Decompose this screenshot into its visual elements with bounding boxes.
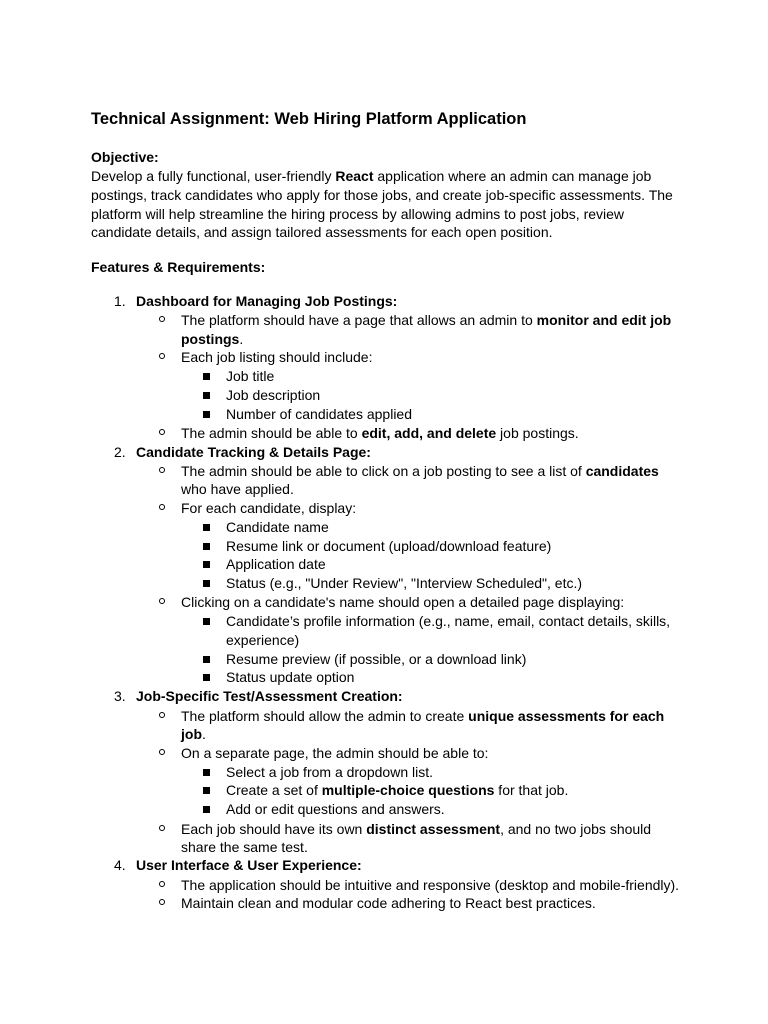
- s2-subitem-4: Status (e.g., "Under Review", "Interview Scheduled", etc.): [226, 575, 583, 591]
- square-bullet-icon: [203, 392, 210, 399]
- square-bullet-icon: [203, 769, 210, 776]
- s2-subitem-6: Resume preview (if possible, or a download link): [226, 651, 527, 667]
- square-bullet-icon: [203, 674, 210, 681]
- s3-bullet-3: Each job should have its own distinct assessment, and no two jobs should: [181, 821, 652, 837]
- s1-bullet-1: The platform should have a page that allows an admin to monitor and edit job: [181, 312, 672, 328]
- hollow-bullet-icon: [159, 825, 165, 831]
- s2-subitem-5: Candidate’s profile information (e.g., name, email, contact details, skills,: [226, 613, 671, 629]
- square-bullet-icon: [203, 543, 210, 550]
- square-bullet-icon: [203, 656, 210, 663]
- objective-heading: Objective:: [91, 149, 159, 165]
- document-title: Technical Assignment: Web Hiring Platform Application: [91, 110, 527, 128]
- s1-bullet-3: The admin should be able to edit, add, and delete job postings.: [181, 425, 579, 441]
- hollow-bullet-icon: [159, 353, 165, 359]
- s2-bullet-2: For each candidate, display:: [181, 500, 357, 516]
- section-4-number: 4.: [114, 857, 126, 873]
- section-2-heading: Candidate Tracking & Details Page:: [136, 444, 371, 460]
- square-bullet-icon: [203, 580, 210, 587]
- features-heading: Features & Requirements:: [91, 259, 266, 275]
- hollow-bullet-icon: [159, 504, 165, 510]
- s2-subitem-2: Resume link or document (upload/download feature): [226, 538, 552, 554]
- s4-bullet-2: Maintain clean and modular code adhering to React best practices.: [181, 895, 596, 911]
- square-bullet-icon: [203, 561, 210, 568]
- hollow-bullet-icon: [159, 749, 165, 755]
- s2-bullet-3: Clicking on a candidate's name should open a detailed page displaying:: [181, 594, 625, 610]
- hollow-bullet-icon: [159, 881, 165, 887]
- objective-line-4: candidate details, and assign tailored assessments for each open position.: [91, 224, 553, 240]
- section-1-heading: Dashboard for Managing Job Postings:: [136, 293, 398, 309]
- square-bullet-icon: [203, 411, 210, 418]
- s3-subitem-2: Create a set of multiple-choice questions for that job.: [226, 782, 569, 798]
- s3-bullet-1: The platform should allow the admin to create unique assessments for each: [181, 708, 665, 724]
- s1-bullet-1-cont: postings.: [181, 331, 244, 347]
- square-bullet-icon: [203, 618, 210, 625]
- hollow-bullet-icon: [159, 467, 165, 473]
- s1-bullet-2: Each job listing should include:: [181, 349, 373, 365]
- square-bullet-icon: [203, 787, 210, 794]
- s2-subitem-7: Status update option: [226, 669, 355, 685]
- s3-subitem-1: Select a job from a dropdown list.: [226, 764, 433, 780]
- hollow-bullet-icon: [159, 712, 165, 718]
- s3-subitem-3: Add or edit questions and answers.: [226, 801, 445, 817]
- s2-bullet-1-cont: who have applied.: [181, 481, 294, 497]
- s2-bullet-1: The admin should be able to click on a job posting to see a list of candidates: [181, 463, 659, 479]
- square-bullet-icon: [203, 373, 210, 380]
- s2-subitem-1: Candidate name: [226, 519, 329, 535]
- s3-bullet-3-cont: share the same test.: [181, 839, 308, 855]
- s1-subitem-2: Job description: [226, 387, 321, 403]
- square-bullet-icon: [203, 806, 210, 813]
- objective-line-3: platform will help streamline the hiring process by allowing admins to post jobs, review: [91, 206, 625, 222]
- section-3-heading: Job-Specific Test/Assessment Creation:: [136, 688, 403, 704]
- s3-bullet-1-cont: job.: [181, 726, 206, 742]
- hollow-bullet-icon: [159, 429, 165, 435]
- s2-subitem-3: Application date: [226, 556, 326, 572]
- objective-line-1: Develop a fully functional, user-friendly React application where an admin can manage job: [91, 168, 652, 184]
- section-2-number: 2.: [114, 444, 126, 460]
- section-3-number: 3.: [114, 688, 126, 704]
- s1-subitem-3: Number of candidates applied: [226, 406, 413, 422]
- hollow-bullet-icon: [159, 598, 165, 604]
- s4-bullet-1: The application should be intuitive and responsive (desktop and mobile-friendly).: [181, 877, 680, 893]
- hollow-bullet-icon: [159, 316, 165, 322]
- s3-bullet-2: On a separate page, the admin should be able to:: [181, 745, 489, 761]
- s2-subitem-5-cont: experience): [226, 632, 300, 648]
- s1-subitem-1: Job title: [226, 368, 275, 384]
- objective-line-2: postings, track candidates who apply for those jobs, and create job-specific assessments. The: [91, 187, 673, 203]
- hollow-bullet-icon: [159, 899, 165, 905]
- section-1-number: 1.: [114, 293, 126, 309]
- section-4-heading: User Interface & User Experience:: [136, 857, 362, 873]
- square-bullet-icon: [203, 524, 210, 531]
